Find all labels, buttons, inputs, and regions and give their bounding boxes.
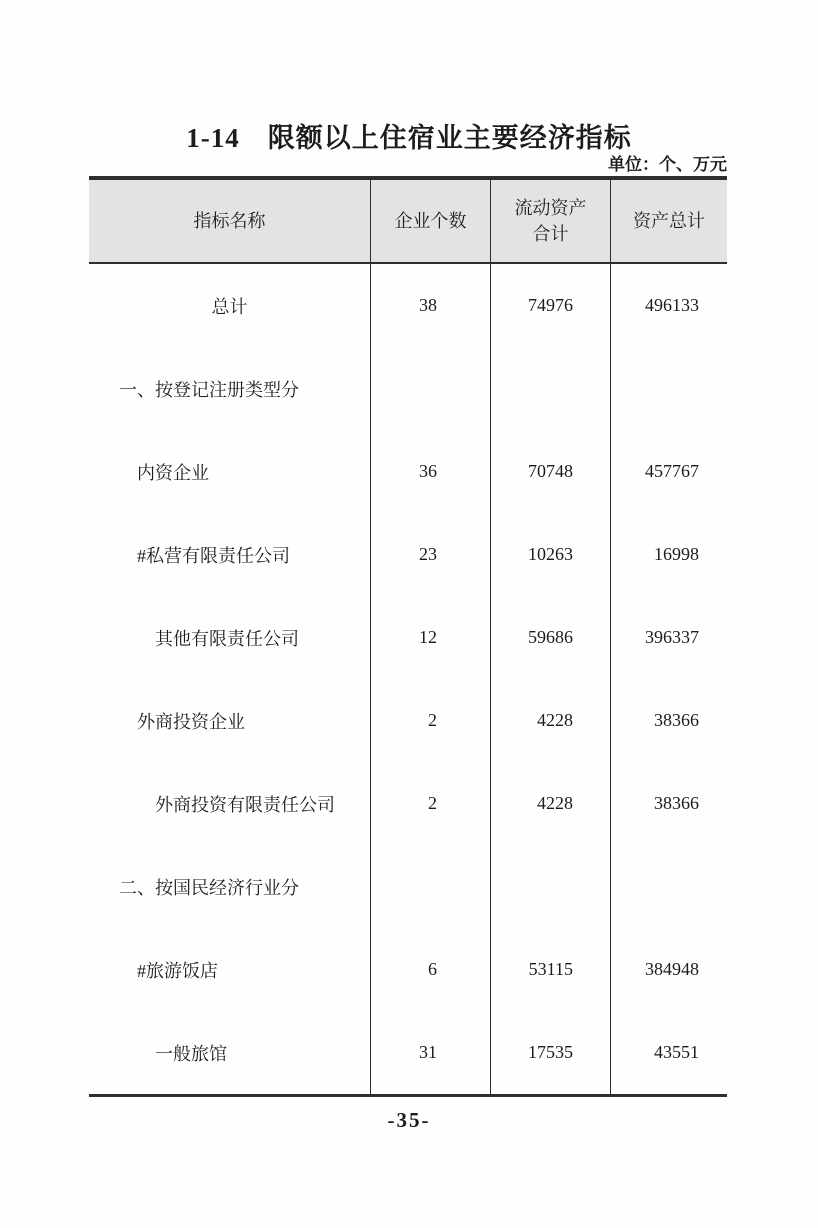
cell-current-assets: 59686	[490, 596, 610, 679]
column-header-enterprise-count: 企业个数	[370, 180, 490, 262]
cell-enterprise-count: 2	[370, 679, 490, 762]
column-header-current-assets-line2: 合计	[532, 224, 569, 244]
table-row	[89, 679, 727, 762]
cell-enterprise-count: 6	[370, 928, 490, 1011]
cell-total-assets	[610, 845, 727, 928]
cell-total-assets: 496133	[610, 264, 727, 347]
table-row	[89, 845, 727, 928]
row-label: 一、按登记注册类型分	[119, 379, 299, 400]
cell-total-assets	[610, 347, 727, 430]
cell-current-assets	[490, 845, 610, 928]
table-row	[89, 347, 727, 430]
row-label: 外商投资企业	[137, 711, 245, 732]
row-label: 内资企业	[137, 462, 209, 483]
page-title: 1-14 限额以上住宿业主要经济指标	[186, 123, 632, 153]
column-header-current-assets	[490, 180, 610, 262]
row-label: 总计	[211, 296, 248, 317]
row-label: #私营有限责任公司	[137, 545, 290, 566]
unit-note: 单位：个、万元	[608, 155, 727, 174]
row-label: 二、按国民经济行业分	[119, 877, 299, 898]
cell-current-assets: 74976	[490, 264, 610, 347]
row-label: 一般旅馆	[155, 1043, 227, 1064]
cell-total-assets: 38366	[610, 679, 727, 762]
cell-current-assets: 53115	[490, 928, 610, 1011]
cell-enterprise-count: 23	[370, 513, 490, 596]
cell-enterprise-count: 2	[370, 762, 490, 845]
table-row	[89, 596, 727, 679]
table-row	[89, 264, 727, 347]
cell-enterprise-count: 31	[370, 1011, 490, 1094]
column-header-total-assets: 资产总计	[610, 180, 727, 262]
cell-enterprise-count: 12	[370, 596, 490, 679]
table-row	[89, 928, 727, 1011]
table-row	[89, 762, 727, 845]
cell-total-assets: 43551	[610, 1011, 727, 1094]
cell-current-assets: 4228	[490, 679, 610, 762]
row-label: 其他有限责任公司	[155, 628, 299, 649]
column-header-indicator-name: 指标名称	[193, 211, 266, 231]
table-body	[89, 264, 727, 1094]
indicators-table	[89, 176, 727, 1097]
cell-current-assets: 4228	[490, 762, 610, 845]
row-label: #旅游饭店	[137, 960, 218, 981]
cell-enterprise-count	[370, 347, 490, 430]
table-row	[89, 513, 727, 596]
table-header-row	[89, 180, 727, 264]
row-label: 外商投资有限责任公司	[155, 794, 335, 815]
cell-current-assets: 17535	[490, 1011, 610, 1094]
cell-current-assets: 10263	[490, 513, 610, 596]
column-header-current-assets-line1: 流动资产	[514, 198, 587, 218]
cell-enterprise-count	[370, 845, 490, 928]
table-row	[89, 1011, 727, 1094]
cell-total-assets: 384948	[610, 928, 727, 1011]
cell-total-assets: 38366	[610, 762, 727, 845]
table-row	[89, 430, 727, 513]
cell-total-assets: 457767	[610, 430, 727, 513]
cell-current-assets: 70748	[490, 430, 610, 513]
page-number: -35-	[387, 1108, 431, 1132]
cell-enterprise-count: 36	[370, 430, 490, 513]
cell-total-assets: 16998	[610, 513, 727, 596]
cell-enterprise-count: 38	[370, 264, 490, 347]
cell-current-assets	[490, 347, 610, 430]
cell-total-assets: 396337	[610, 596, 727, 679]
